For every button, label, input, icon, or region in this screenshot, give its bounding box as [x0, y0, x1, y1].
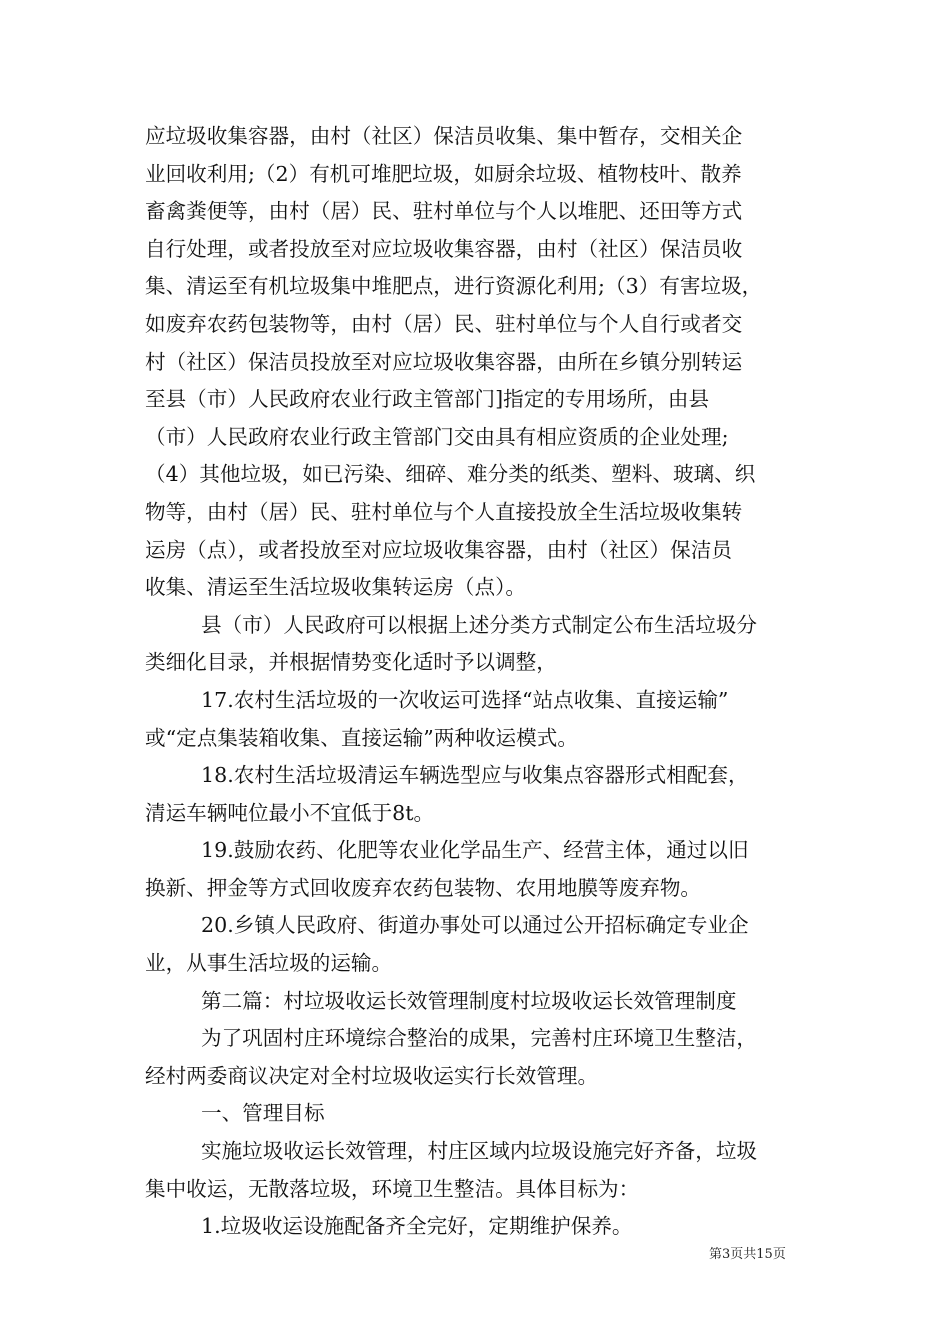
- text-line: 集、清运至有机垃圾集中堆肥点，进行资源化利用;（3）有害垃圾，: [145, 274, 763, 299]
- text-line: 换新、押金等方式回收废弃农药包装物、农用地膜等废弃物。: [145, 875, 702, 900]
- text-line: 集中收运，无散落垃圾，环境卫生整洁。具体目标为：: [145, 1176, 640, 1201]
- text-line: 畜禽粪便等，由村（居）民、驻村单位与个人以堆肥、还田等方式: [145, 199, 743, 224]
- text-line: 运房（点），或者投放至对应垃圾收集容器，由村（社区）保洁员: [145, 537, 732, 562]
- text-line: 18.农村生活垃圾清运车辆选型应与收集点容器形式相配套，: [201, 763, 749, 788]
- text-line: 为了巩固村庄环境综合整治的成果，完善村庄环境卫生整洁，: [201, 1026, 758, 1051]
- text-line: 如废弃农药包装物等，由村（居）民、驻村单位与个人自行或者交: [145, 311, 743, 336]
- text-line: 或“定点集装箱收集、直接运输”两种收运模式。: [145, 725, 578, 750]
- text-line: 至县（市）人民政府农业行政主管部门]指定的专用场所，由县: [145, 387, 710, 412]
- text-line: 一、管理目标: [201, 1101, 325, 1126]
- text-line: 业回收利用;（2）有机可堆肥垃圾，如厨余垃圾、植物枝叶、散养: [145, 161, 742, 186]
- text-line: 20.乡镇人民政府、街道办事处可以通过公开招标确定专业企: [201, 913, 749, 938]
- text-line: 类细化目录，并根据情势变化适时予以调整，: [145, 650, 557, 675]
- text-line: 物等，由村（居）民、驻村单位与个人直接投放全生活垃圾收集转: [145, 499, 743, 524]
- text-line: 县（市）人民政府可以根据上述分类方式制定公布生活垃圾分: [201, 612, 758, 637]
- text-line: 1.垃圾收运设施配备齐全完好，定期维护保养。: [201, 1214, 633, 1239]
- text-line: 17.农村生活垃圾的一次收运可选择“站点收集、直接运输”: [201, 687, 729, 712]
- text-line: 村（社区）保洁员投放至对应垃圾收集容器，由所在乡镇分别转运: [145, 349, 743, 374]
- text-line: 第二篇：村垃圾收运长效管理制度村垃圾收运长效管理制度: [201, 988, 737, 1013]
- text-line: 收集、清运至生活垃圾收集转运房（点）。: [145, 575, 526, 600]
- text-line: 业，从事生活垃圾的运输。: [145, 951, 393, 976]
- text-line: 自行处理，或者投放至对应垃圾收集容器，由村（社区）保洁员收: [145, 236, 743, 261]
- text-line: （4）其他垃圾，如已污染、细碎、难分类的纸类、塑料、玻璃、织: [145, 462, 756, 487]
- text-line: 经村两委商议决定对全村垃圾收运实行长效管理。: [145, 1063, 599, 1088]
- text-line: （市）人民政府农业行政主管部门交由具有相应资质的企业处理;: [145, 424, 729, 449]
- text-line: 实施垃圾收运长效管理，村庄区域内垃圾设施完好齐备，垃圾: [201, 1139, 758, 1164]
- document-body: [145, 118, 810, 1246]
- text-line: 19.鼓励农药、化肥等农业化学品生产、经营主体，通过以旧: [201, 838, 749, 863]
- text-line: 应垃圾收集容器，由村（社区）保洁员收集、集中暂存，交相关企: [145, 124, 743, 148]
- text-line: 清运车辆吨位最小不宜低于8t。: [145, 800, 435, 825]
- page-number: 第3页共15页: [709, 1247, 786, 1262]
